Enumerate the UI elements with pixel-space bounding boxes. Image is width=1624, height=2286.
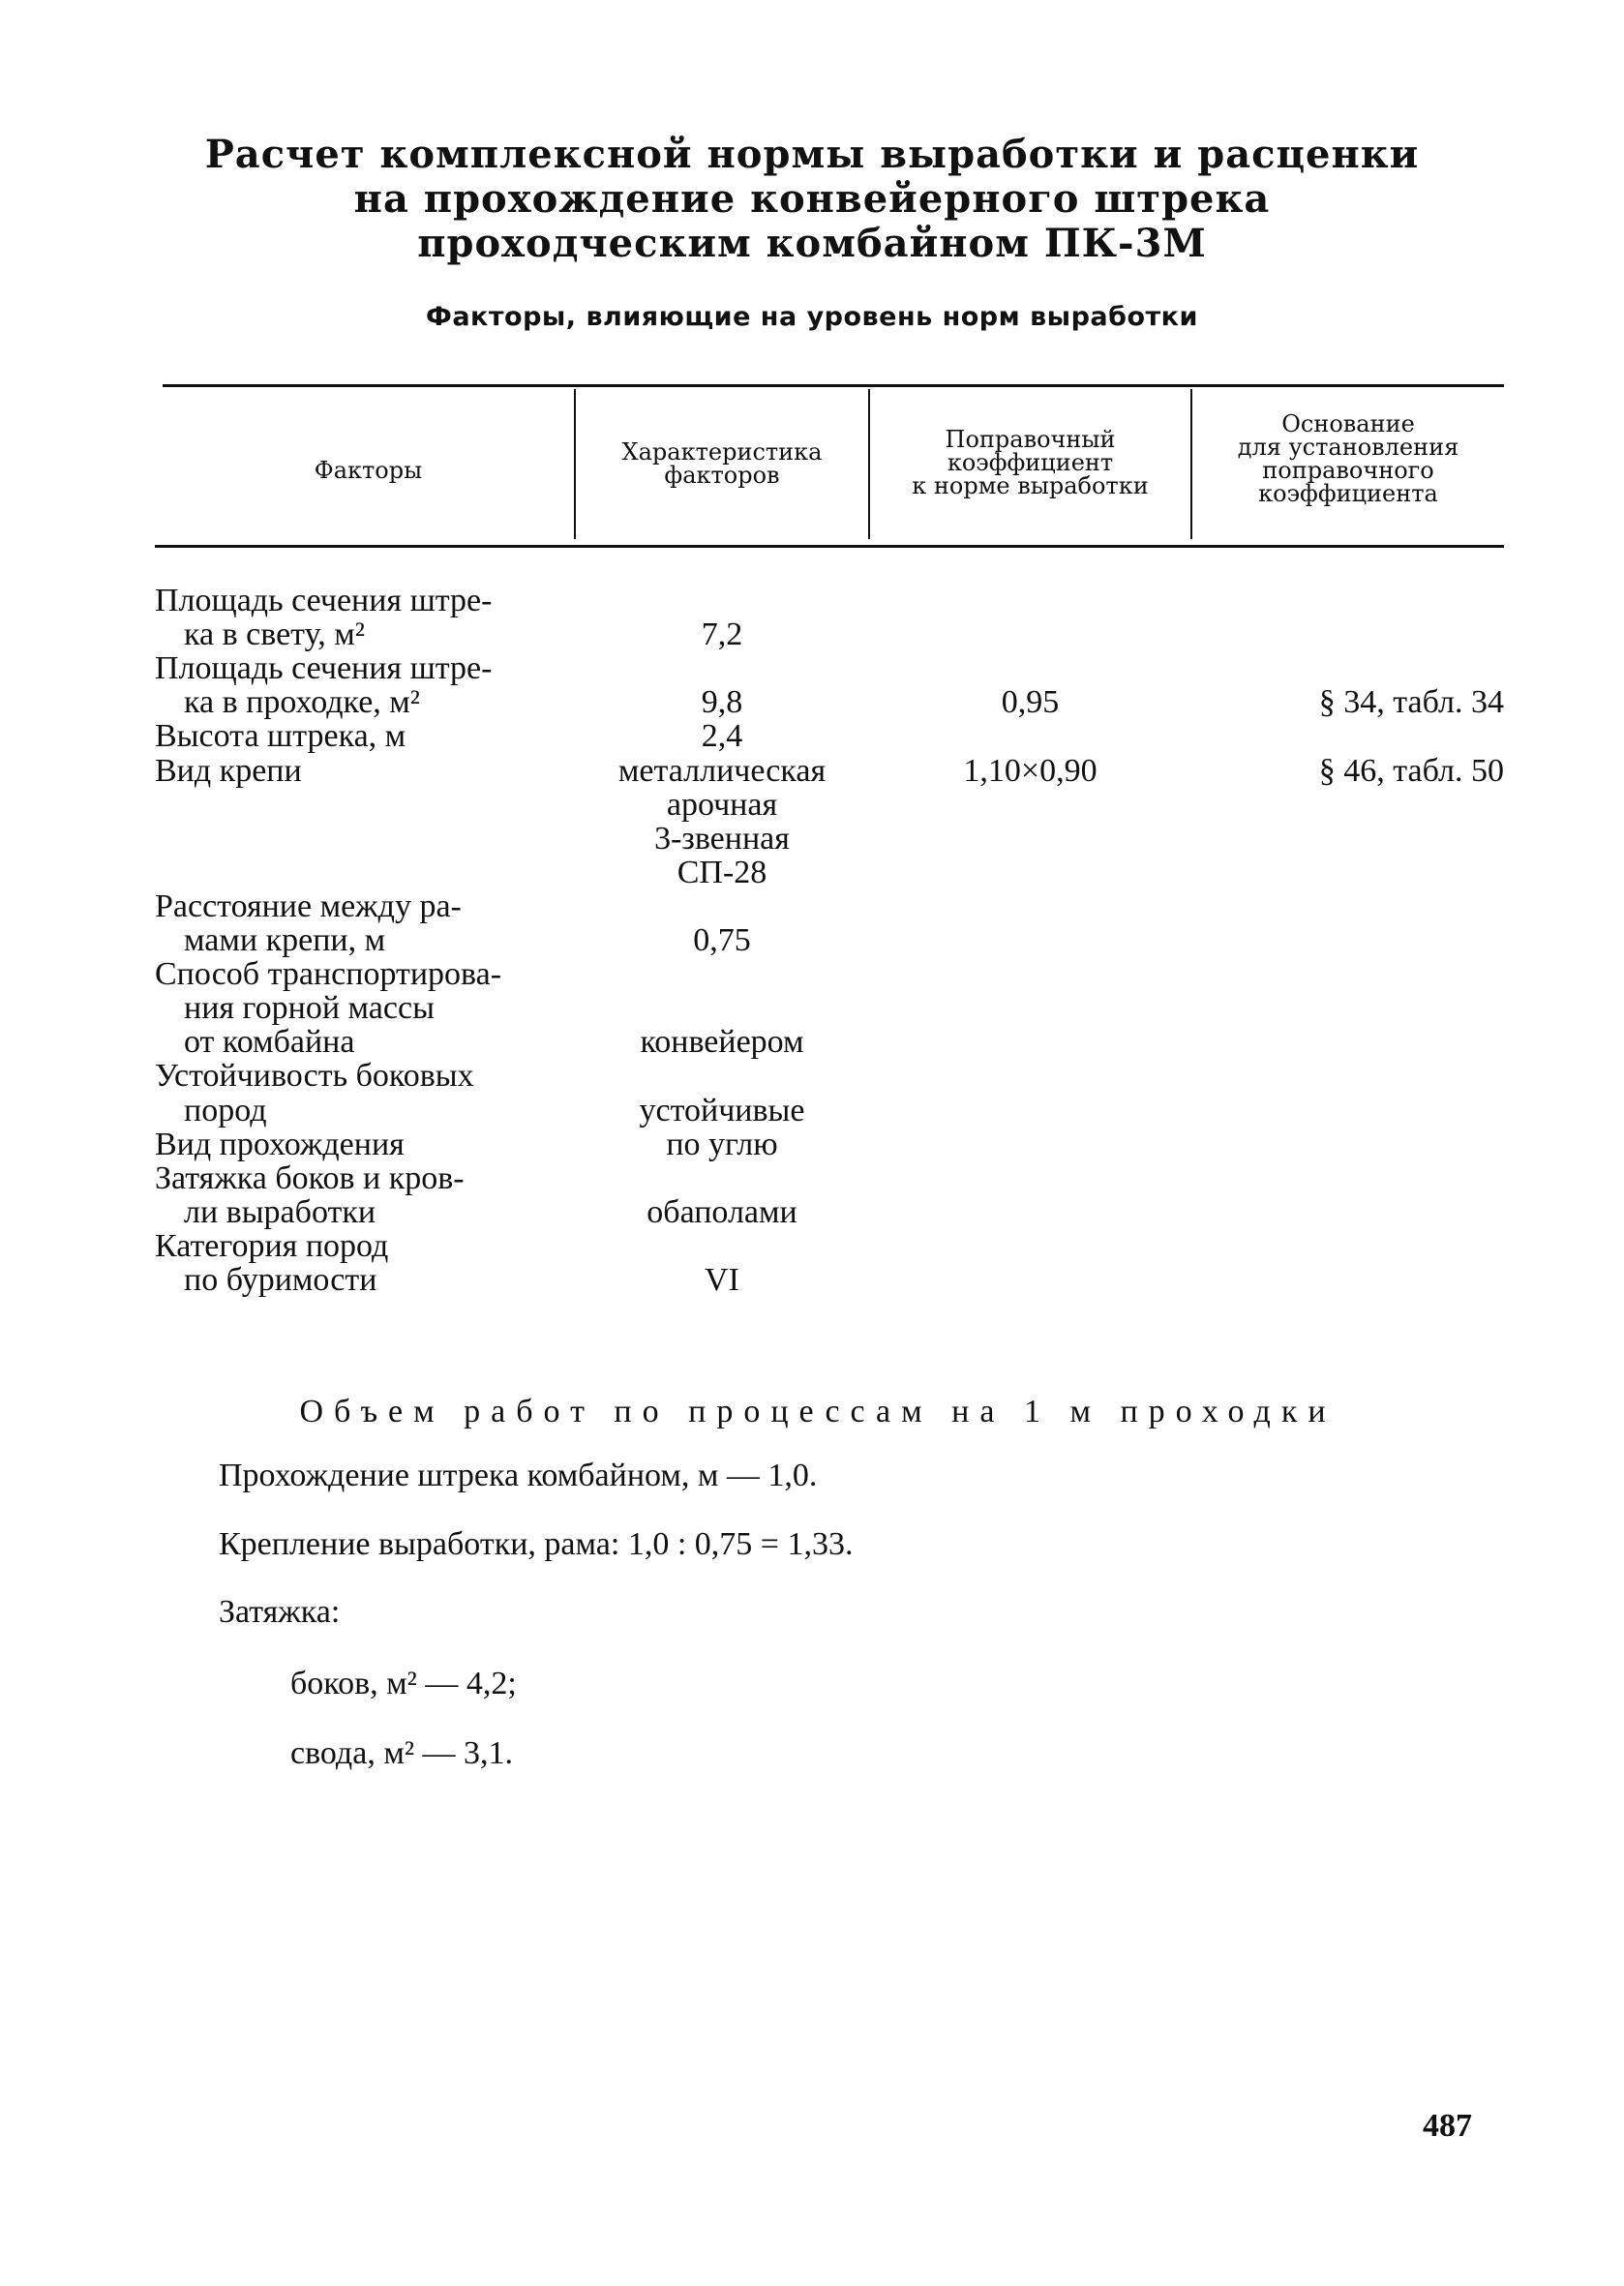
volume-sub-line-roof: свода, м² — 3,1. xyxy=(290,1735,514,1771)
factor-line: Устойчивость боковых xyxy=(155,1058,474,1095)
page-number: 487 xyxy=(1423,2108,1472,2144)
header-basis-line-3: поправочного xyxy=(1262,457,1434,484)
factor-line: Вид прохождения xyxy=(155,1126,405,1162)
characteristic-value: конвейером xyxy=(640,1024,804,1061)
volume-line-lagging: Затяжка: xyxy=(219,1594,341,1630)
characteristic-value: по углю xyxy=(666,1126,778,1162)
factor-line: ния горной массы xyxy=(184,990,435,1027)
header-factors: Факторы xyxy=(314,457,423,484)
characteristic-value: арочная xyxy=(666,786,778,823)
basis-value: § 34, табл. 34 xyxy=(1318,684,1504,721)
volume-line-support: Крепление выработки, рама: 1,0 : 0,75 = 1,33. xyxy=(219,1526,854,1562)
page-title-line-1: Расчет комплексной нормы выработки и расценки xyxy=(204,132,1420,177)
characteristic-value: 3-звенная xyxy=(654,820,790,857)
characteristic-value: обаполами xyxy=(647,1193,797,1230)
factor-line: ка в проходке, м² xyxy=(184,684,420,721)
characteristic-value: 2,4 xyxy=(701,718,743,755)
coefficient-value: 0,95 xyxy=(1001,684,1060,721)
coefficient-value: 1,10×0,90 xyxy=(963,752,1098,789)
section-subtitle: Факторы, влияющие на уровень норм выработки xyxy=(426,302,1198,332)
factor-line: Способ транспортирова- xyxy=(155,956,502,993)
header-characteristic-line-2: факторов xyxy=(664,462,780,489)
volume-heading: Объем работ по процессам на 1 м проходки xyxy=(299,1394,1337,1429)
factor-line: Площадь сечения штре- xyxy=(155,650,493,687)
characteristic-value: металлическая xyxy=(617,752,827,789)
page-title-line-2: на прохождение конвейерного штрека xyxy=(353,176,1271,222)
characteristic-value: 0,75 xyxy=(693,922,751,958)
volume-line-tunneling: Прохождение штрека комбайном, м — 1,0. xyxy=(219,1458,818,1493)
table-header-bottom-rule xyxy=(155,545,1504,548)
factor-line: Затяжка боков и кров- xyxy=(155,1159,465,1196)
header-basis-line-1: Основание xyxy=(1281,410,1415,437)
factor-line: пород xyxy=(184,1092,267,1128)
header-coefficient-line-3: к норме выработки xyxy=(912,472,1149,499)
characteristic-value: СП-28 xyxy=(677,854,767,890)
characteristic-value: VI xyxy=(705,1262,739,1298)
page-title-line-3: проходческим комбайном ПК-3М xyxy=(417,221,1207,266)
factor-line: Высота штрека, м xyxy=(155,718,406,755)
factor-line: ка в свету, м² xyxy=(184,617,365,653)
factor-line: Площадь сечения штре- xyxy=(155,583,493,618)
header-characteristic-line-1: Характеристика xyxy=(621,438,823,466)
header-coefficient-line-1: Поправочный xyxy=(945,426,1116,453)
characteristic-value: 9,8 xyxy=(701,684,743,721)
characteristic-value: устойчивые xyxy=(639,1092,805,1128)
header-basis xyxy=(1192,412,1504,505)
header-coefficient-line-2: коэффициент xyxy=(947,449,1114,476)
volume-sub-line-sides: боков, м² — 4,2; xyxy=(290,1666,517,1701)
header-characteristic xyxy=(576,440,868,487)
header-basis-line-2: для установления xyxy=(1237,434,1459,461)
factor-line: по буримости xyxy=(184,1262,377,1298)
characteristic-value: 7,2 xyxy=(701,617,743,653)
factor-line: Вид крепи xyxy=(155,752,302,789)
factor-line: ли выработки xyxy=(184,1193,376,1230)
basis-value: § 46, табл. 50 xyxy=(1318,752,1504,789)
factor-line: мами крепи, м xyxy=(184,922,386,958)
table-top-rule xyxy=(163,384,1504,387)
header-basis-line-4: коэффициента xyxy=(1258,480,1438,507)
factor-line: Категория пород xyxy=(155,1227,389,1264)
header-coefficient xyxy=(870,428,1190,497)
factor-line: Расстояние между ра- xyxy=(155,887,462,924)
factor-line: от комбайна xyxy=(184,1024,355,1061)
